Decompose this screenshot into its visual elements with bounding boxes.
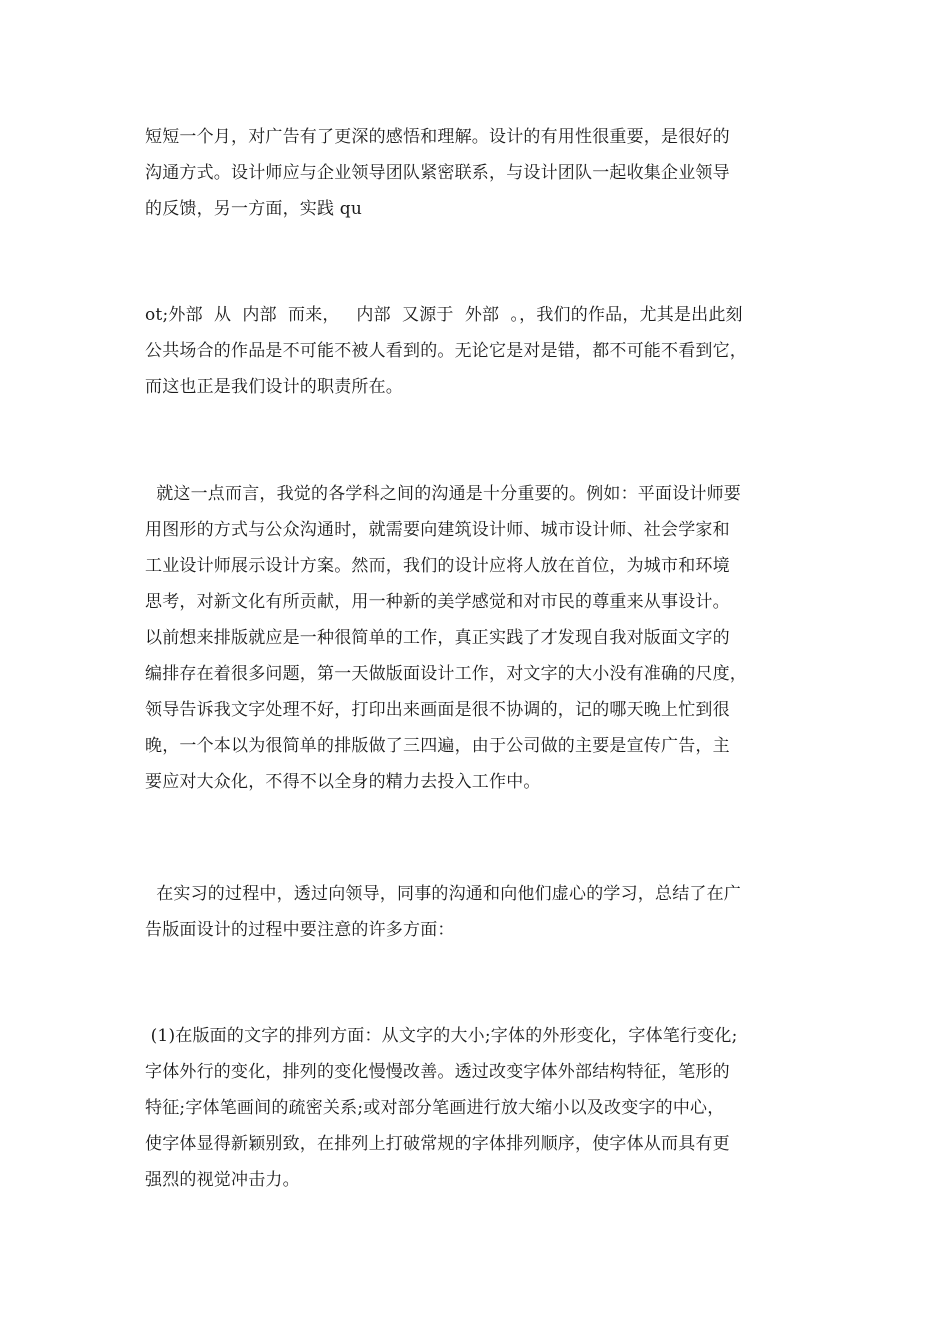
text-line: 领导告诉我文字处理不好，打印出来画面是很不协调的，记的哪天晚上忙到很: [145, 700, 730, 720]
text-line: 告版面设计的过程中要注意的许多方面：: [145, 920, 455, 940]
paragraph: [145, 297, 825, 405]
text-line: 的反馈，另一方面，实践 qu: [145, 199, 363, 219]
text-line: 就这一点而言，我觉的各学科之间的沟通是十分重要的。例如：平面设计师要: [145, 484, 742, 504]
paragraph: [145, 476, 825, 800]
text-line: (1)在版面的文字的排列方面：从文字的大小;字体的外形变化，字体笔行变化;: [145, 1026, 738, 1046]
paragraph: [145, 876, 825, 948]
text-line: 字体外行的变化，排列的变化慢慢改善。透过改变字体外部结构特征，笔形的: [145, 1062, 730, 1082]
text-line: 思考，对新文化有所贡献，用一种新的美学感觉和对市民的尊重来从事设计。: [145, 592, 730, 612]
text-line: 晚，一个本以为很简单的排版做了三四遍，由于公司做的主要是宣传广告，主: [145, 736, 730, 756]
text-line: 要应对大众化，不得不以全身的精力去投入工作中。: [145, 772, 541, 792]
text-line: 沟通方式。设计师应与企业领导团队紧密联系，与设计团队一起收集企业领导: [145, 163, 730, 183]
text-line: 强烈的视觉冲击力。: [145, 1170, 300, 1190]
text-line: 用图形的方式与公众沟通时，就需要向建筑设计师、城市设计师、社会学家和: [145, 520, 730, 540]
text-line: 使字体显得新颖别致，在排列上打破常规的字体排列顺序，使字体从而具有更: [145, 1134, 730, 1154]
text-line: 工业设计师展示设计方案。然而，我们的设计应将人放在首位，为城市和环境: [145, 556, 730, 576]
text-line: 以前想来排版就应是一种很简单的工作，真正实践了才发现自我对版面文字的: [145, 628, 730, 648]
text-line: 公共场合的作品是不可能不被人看到的。无论它是对是错，都不可能不看到它，: [145, 341, 747, 361]
paragraph: [145, 1018, 825, 1198]
text-line: 特征;字体笔画间的疏密关系;或对部分笔画进行放大缩小以及改变字的中心，: [145, 1098, 725, 1118]
text-line: 短短一个月，对广告有了更深的感悟和理解。设计的有用性很重要，是很好的: [145, 127, 730, 147]
paragraph: [145, 119, 825, 227]
text-line: 在实习的过程中，透过向领导，同事的沟通和向他们虚心的学习，总结了在广: [145, 884, 742, 904]
text-line: ot;外部 从 内部 而来， 内部 又源于 外部 。，我们的作品，尤其是出此刻: [145, 305, 743, 325]
text-line: 而这也正是我们设计的职责所在。: [145, 377, 403, 397]
text-line: 编排存在着很多问题，第一天做版面设计工作，对文字的大小没有准确的尺度，: [145, 664, 747, 684]
